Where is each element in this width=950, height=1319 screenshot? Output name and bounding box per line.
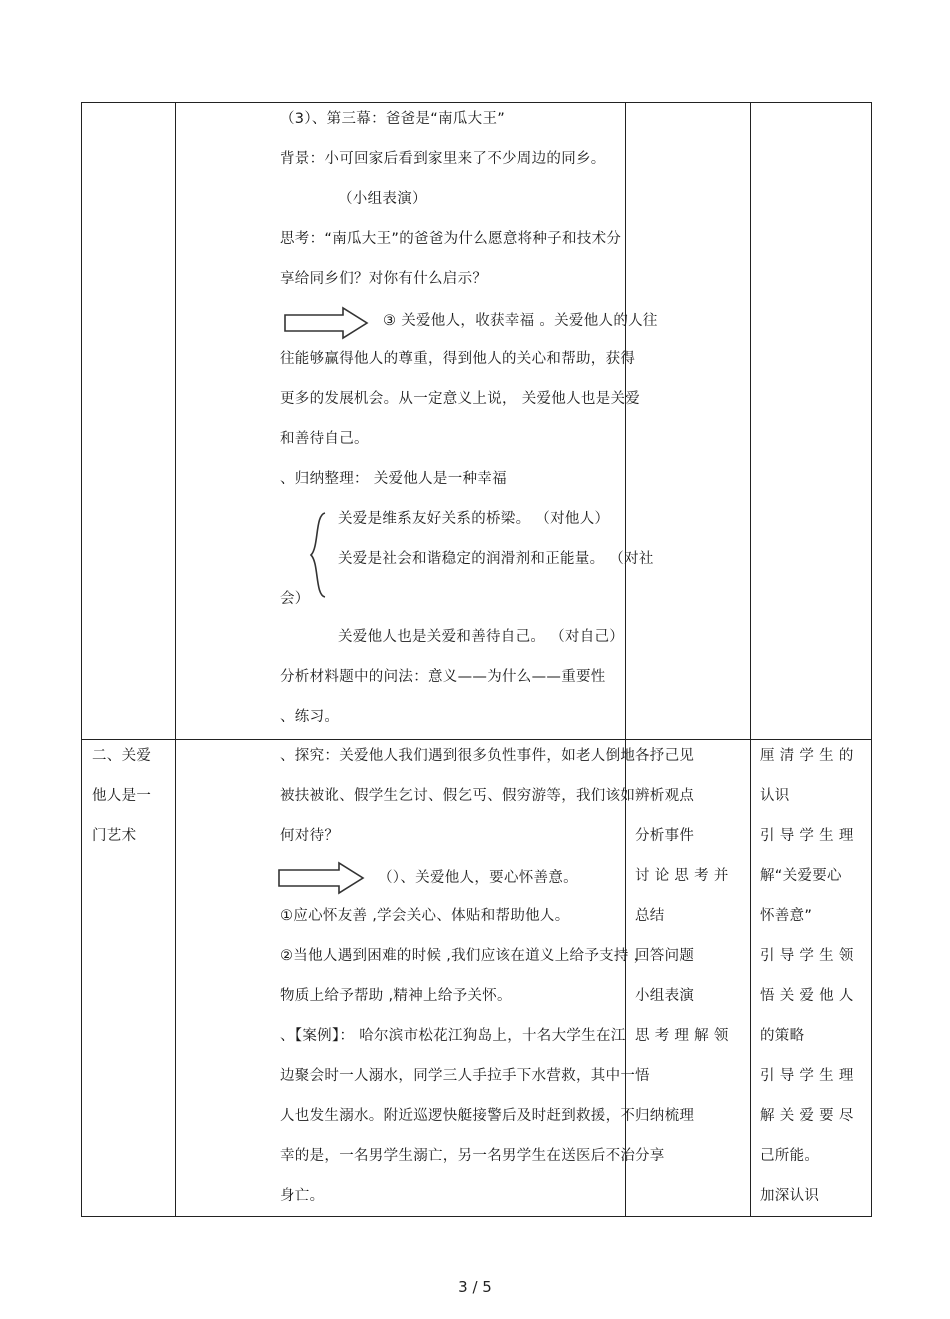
- text-line: 思考：“南瓜大王”的爸爸为什么愿意将种子和技术分: [280, 231, 622, 247]
- design-intent-cell: [751, 740, 872, 1217]
- left-brace-icon: [307, 511, 329, 599]
- text-line: 人也发生溺水。附近巡逻快艇接警后及时赶到救援，不: [280, 1108, 636, 1124]
- activity-line: 小组表演: [635, 988, 695, 1004]
- intent-line: 解“关爱要心: [760, 868, 842, 884]
- text-line: 被扶被讹、假学生乞讨、假乞丐、假穷游等，我们该如: [280, 788, 636, 804]
- intent-line: 解 关 爱 要 尽: [760, 1108, 854, 1124]
- table-row: [82, 740, 872, 1217]
- section-title-line: 门艺术: [92, 828, 137, 844]
- text-line: 、【案例】： 哈尔滨市松花江狗岛上，十名大学生在江: [280, 1028, 626, 1044]
- text-line: （3）、第三幕：爸爸是“南瓜大王”: [280, 111, 506, 127]
- text-line: 和善待自己。: [280, 431, 369, 447]
- right-arrow-icon: [283, 306, 369, 340]
- activity-line: 总结: [635, 908, 665, 924]
- intent-line: 的策略: [760, 1028, 805, 1044]
- student-activity-cell: [626, 740, 751, 1217]
- intent-line: 引 导 学 生 领: [760, 948, 854, 964]
- activity-line: 回答问题: [635, 948, 695, 964]
- activity-line: 分享: [635, 1148, 665, 1164]
- section-title-cell: [82, 103, 176, 740]
- intent-line: 悟 关 爱 他 人: [760, 988, 854, 1004]
- teaching-content-cell: [176, 103, 658, 740]
- text-line: 身亡。: [280, 1188, 325, 1204]
- intent-line: 引 导 学 生 理: [760, 1068, 854, 1084]
- section-title-line: 他人是一: [92, 788, 152, 804]
- text-line: 会）: [280, 591, 310, 607]
- text-line: 关爱他人也是关爱和善待自己。 （对自己）: [338, 629, 625, 645]
- text-line: 、探究：关爱他人我们遇到很多负性事件，如老人倒地: [280, 748, 636, 764]
- activity-line: 讨 论 思 考 并: [635, 868, 729, 884]
- section-title-line: 二、关爱: [92, 748, 152, 764]
- right-arrow-icon: [277, 861, 365, 895]
- text-line: 更多的发展机会。从一定意义上说， 关爱他人也是关爱: [280, 391, 641, 407]
- text-line: 、归纳整理： 关爱他人是一种幸福: [280, 471, 507, 487]
- text-line: 往能够赢得他人的尊重，得到他人的关心和帮助，获得: [280, 351, 636, 367]
- text-line: 边聚会时一人溺水，同学三人手拉手下水营救，其中一: [280, 1068, 636, 1084]
- intent-line: 厘 清 学 生 的: [760, 748, 854, 764]
- intent-line: 怀善意”: [760, 908, 813, 924]
- text-line: 、练习。: [280, 709, 340, 725]
- intent-line: 认识: [760, 788, 790, 804]
- text-line: （）、关爱他人，要心怀善意。: [378, 870, 578, 886]
- teaching-content-cell: [176, 740, 649, 1217]
- activity-line: 思 考 理 解 领: [635, 1028, 729, 1044]
- text-line: ②当他人遇到困难的时候 ,我们应该在道义上给予支持 ，: [280, 948, 649, 964]
- activity-line: 辨析观点: [635, 788, 695, 804]
- text-line: 背景：小可回家后看到家里来了不少周边的同乡。: [280, 151, 606, 167]
- text-line: 关爱是维系友好关系的桥梁。 （对他人）: [338, 511, 610, 527]
- activity-line: 归纳梳理: [635, 1108, 695, 1124]
- text-line: 关爱是社会和谐稳定的润滑剂和正能量。 （对社: [338, 551, 654, 567]
- student-activity-cell: [626, 103, 751, 740]
- table-row: [82, 103, 872, 740]
- text-line: 物质上给予帮助 ,精神上给予关怀。: [280, 988, 512, 1004]
- intent-line: 加深认识: [760, 1188, 820, 1204]
- design-intent-cell: [751, 103, 872, 740]
- intent-line: 引 导 学 生 理: [760, 828, 854, 844]
- activity-line: 悟: [635, 1068, 650, 1084]
- page-number: 3 / 5: [458, 1278, 492, 1296]
- text-line: ③ 关爱他人，收获幸福 。关爱他人的人往: [383, 313, 658, 329]
- text-line: 享给同乡们？对你有什么启示？: [280, 271, 488, 287]
- text-line: （小组表演）: [338, 191, 427, 207]
- section-title-cell: [82, 740, 176, 1217]
- activity-line: 分析事件: [635, 828, 695, 844]
- lesson-plan-table: [81, 102, 872, 1217]
- text-line: 何对待？: [280, 828, 340, 844]
- text-line: 幸的是，一名男学生溺亡，另一名男学生在送医后不治: [280, 1148, 636, 1164]
- text-line: ①应心怀友善 ,学会关心、体贴和帮助他人。: [280, 908, 570, 924]
- text-line: 分析材料题中的问法：意义——为什么——重要性: [280, 669, 606, 685]
- intent-line: 己所能。: [760, 1148, 820, 1164]
- activity-line: 各抒己见: [635, 748, 695, 764]
